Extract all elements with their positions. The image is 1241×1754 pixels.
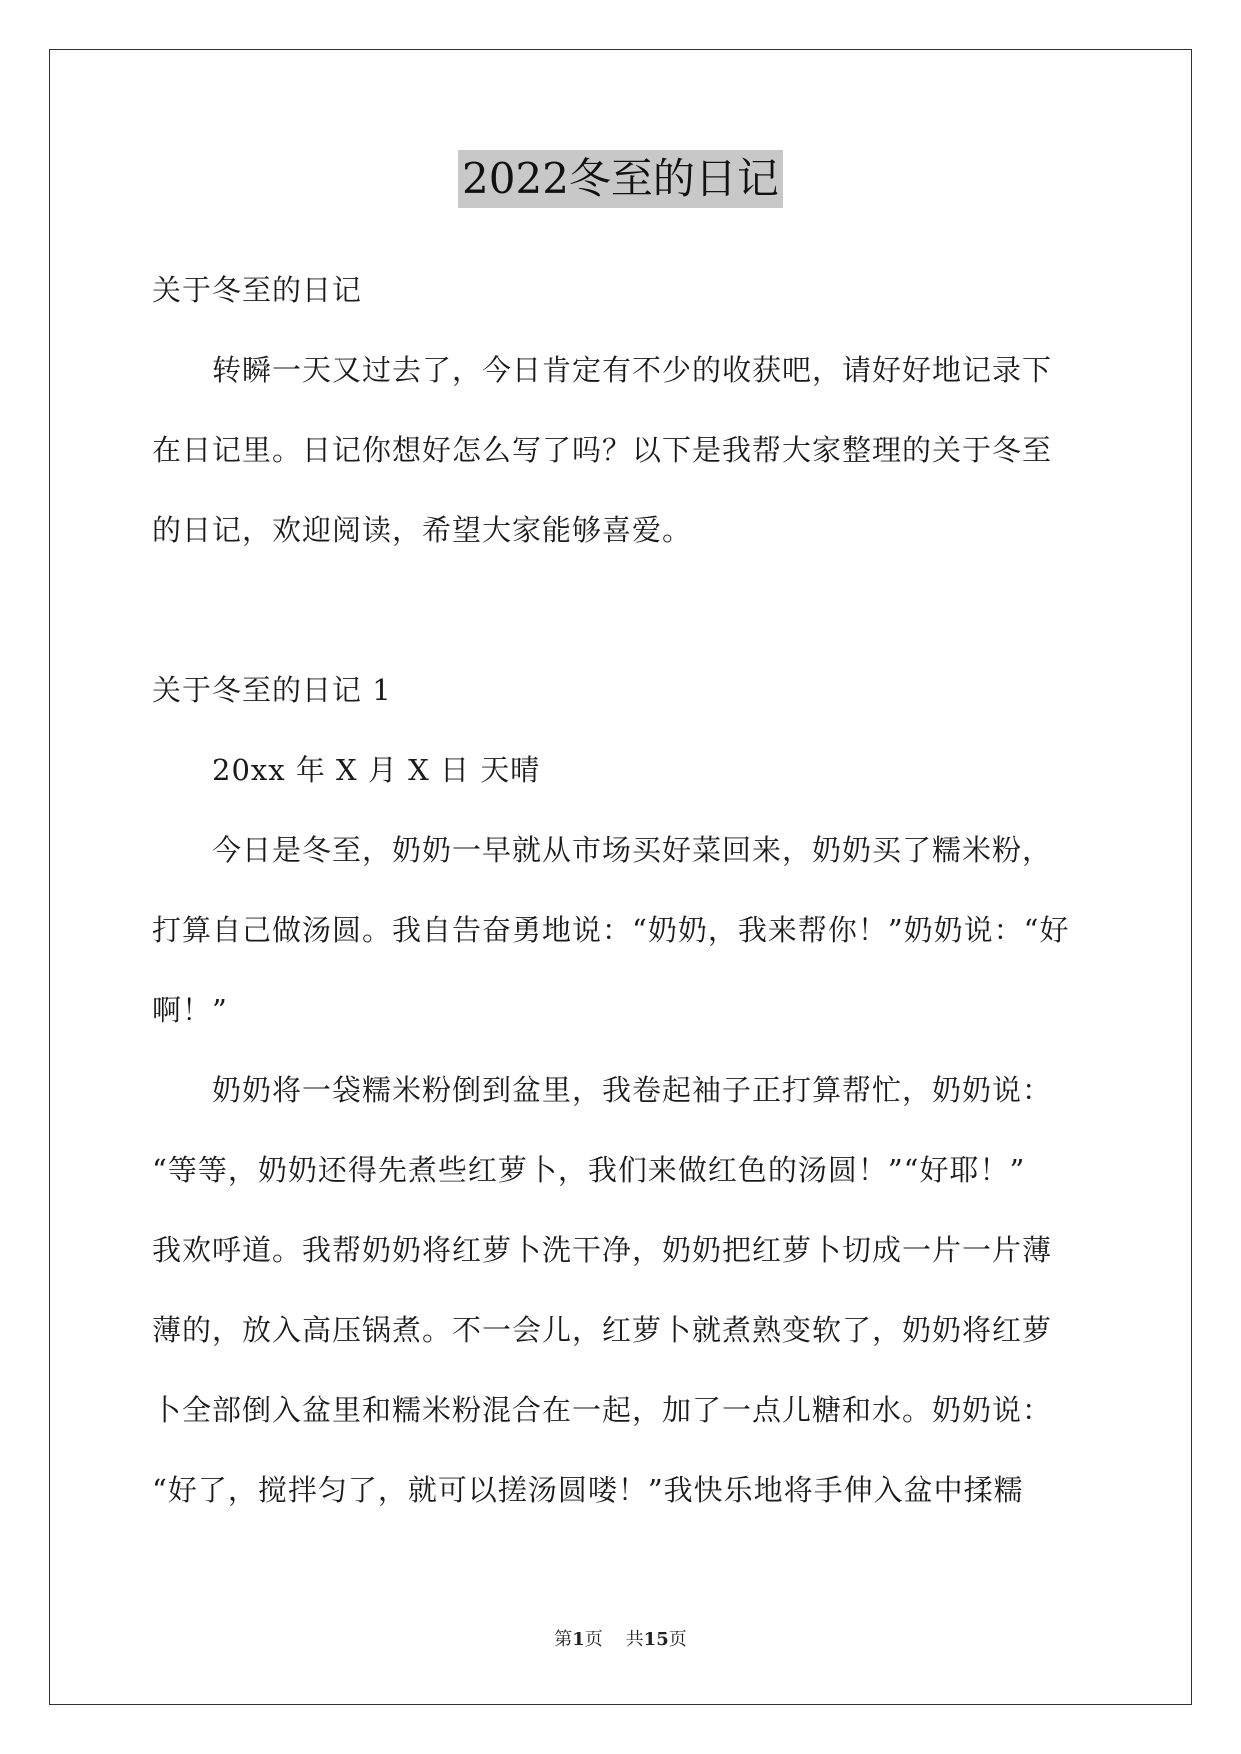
- total-suffix: 页: [668, 1629, 687, 1650]
- text-line: 的日记，欢迎阅读，希望大家能够喜爱。: [152, 513, 693, 547]
- text-line: 啊！”: [152, 993, 228, 1027]
- text-line: 奶奶将一袋糯米粉倒到盆里，我卷起袖子正打算帮忙，奶奶说：: [152, 1073, 1053, 1107]
- page-footer: [0, 1628, 1241, 1652]
- text-line: “等等，奶奶还得先煮些红萝卜，我们来做红色的汤圆！”“好耶！”: [152, 1153, 1026, 1187]
- text-line: 薄的，放入高压锅煮。不一会儿，红萝卜就煮熟变软了，奶奶将红萝: [152, 1313, 1053, 1347]
- text-line: “好了，搅拌匀了，就可以搓汤圆喽！”我快乐地将手伸入盆中揉糯: [152, 1473, 1024, 1507]
- date-line: 20xx 年 X 月 X 日 天晴: [152, 753, 541, 787]
- text-line: 打算自己做汤圆。我自告奋勇地说：“奶奶，我来帮你！”奶奶说：“好: [152, 913, 1070, 947]
- text-line: 今日是冬至，奶奶一早就从市场买好菜回来，奶奶买了糯米粉，: [152, 833, 1053, 867]
- document-title-wrap: [0, 150, 1241, 208]
- page-total: 15: [643, 1629, 669, 1650]
- page-prefix: 第: [554, 1629, 573, 1650]
- section-heading: 关于冬至的日记: [152, 273, 363, 307]
- section-heading: 关于冬至的日记 1: [152, 673, 392, 707]
- page-current: 1: [572, 1629, 585, 1650]
- document-title: 2022冬至的日记: [458, 150, 783, 208]
- page-suffix: 页: [584, 1629, 603, 1650]
- text-line: 我欢呼道。我帮奶奶将红萝卜洗干净，奶奶把红萝卜切成一片一片薄: [152, 1233, 1053, 1267]
- text-line: 在日记里。日记你想好怎么写了吗？以下是我帮大家整理的关于冬至: [152, 433, 1053, 467]
- text-line: 转瞬一天又过去了，今日肯定有不少的收获吧，请好好地记录下: [152, 353, 1053, 387]
- text-line: 卜全部倒入盆里和糯米粉混合在一起，加了一点儿糖和水。奶奶说：: [152, 1393, 1053, 1427]
- total-prefix: 共: [625, 1629, 644, 1650]
